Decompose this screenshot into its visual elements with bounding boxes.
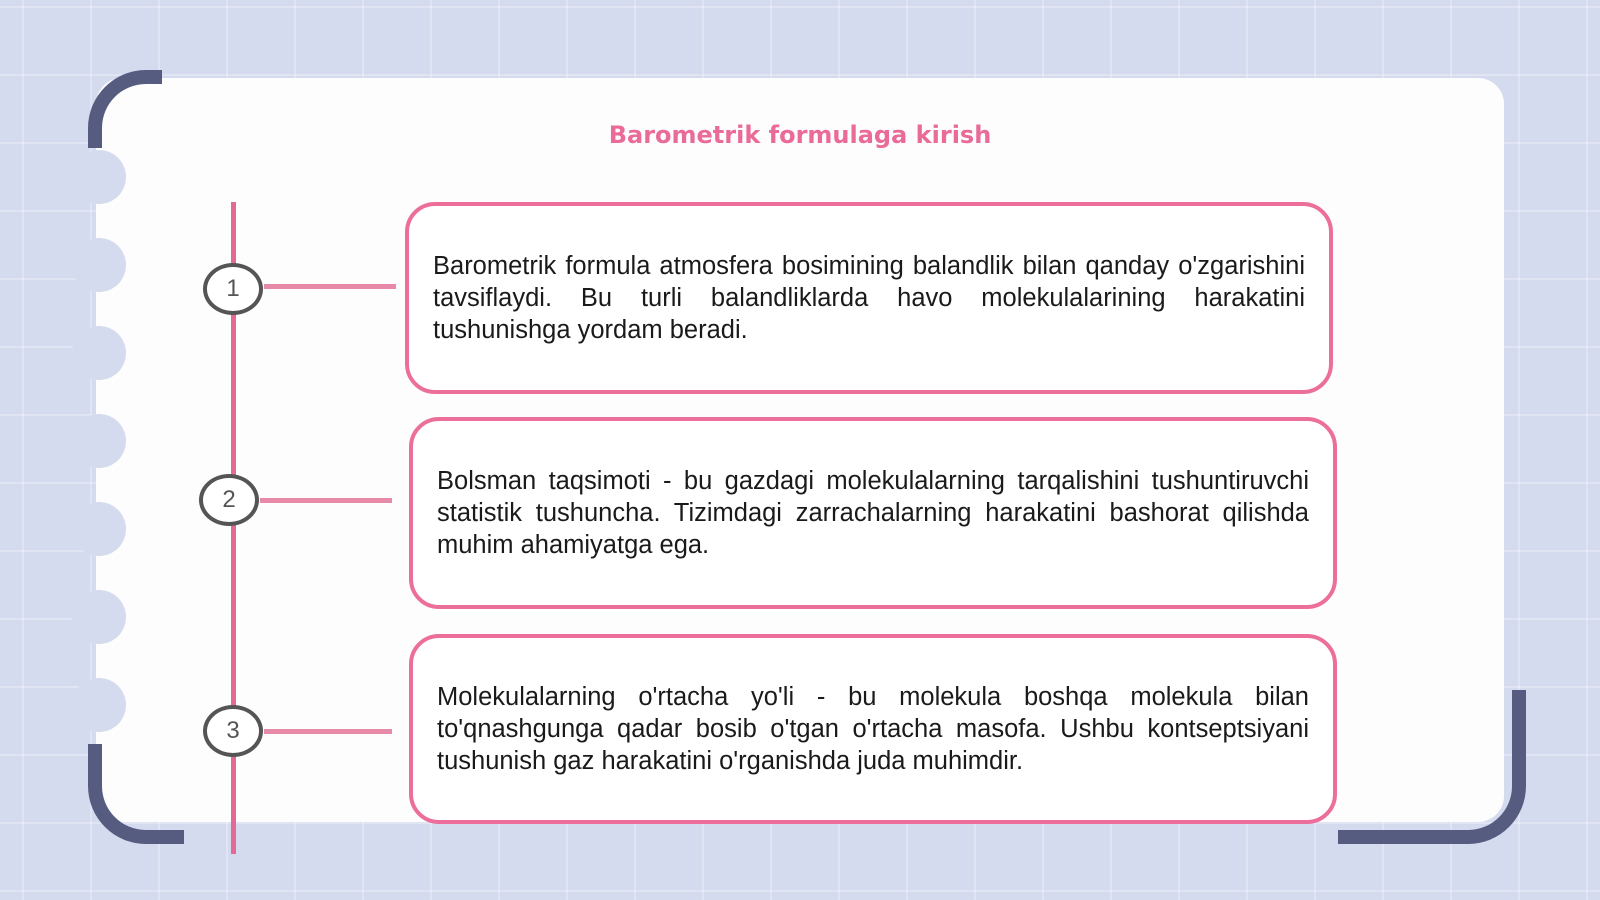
timeline-connector [260, 498, 392, 503]
notebook-scallop [72, 150, 126, 204]
step-text: Barometrik formula atmosfera bosimining balandlik bilan qanday o'zgarishini tavsiflaydi. Bu turli balandliklarda havo molekulalarining harakatini tushunishga yordam beradi. [433, 252, 1305, 344]
notebook-scallop [72, 502, 126, 556]
step-text: Bolsman taqsimoti - bu gazdagi molekulalarning tarqalishini tushuntiruvchi statistik tushuncha. Tizimdagi zarrachalarning harakatini bashorat qilishda muhim ahamiyatga ega. [437, 467, 1309, 559]
step-number: 1 [226, 275, 240, 302]
step-card [405, 202, 1333, 394]
step-card [409, 634, 1337, 824]
notebook-scallop [72, 238, 126, 292]
frame-corner-bottom-left [88, 744, 184, 844]
notebook-scallop [72, 414, 126, 468]
step-number-badge [199, 474, 259, 526]
notebook-scallop [72, 590, 126, 644]
step-number: 3 [226, 717, 240, 744]
step-number: 2 [222, 486, 236, 513]
frame-corner-bottom-right [1338, 690, 1526, 844]
notebook-scallop [72, 326, 126, 380]
step-text: Molekulalarning o'rtacha yo'li - bu molekula boshqa molekula bilan to'qnashgunga qadar bosib o'tgan o'rtacha masofa. Ushbu kontseptsiyani tushunish gaz harakatini o'rganishda juda muhimdir. [437, 683, 1309, 775]
timeline-connector [264, 729, 392, 734]
slide-title: Barometrik formulaga kirish [608, 121, 992, 149]
step-number-badge [203, 263, 263, 315]
timeline-connector [264, 284, 396, 289]
step-number-badge [203, 705, 263, 757]
step-card [409, 417, 1337, 609]
notebook-scallop [72, 678, 126, 732]
